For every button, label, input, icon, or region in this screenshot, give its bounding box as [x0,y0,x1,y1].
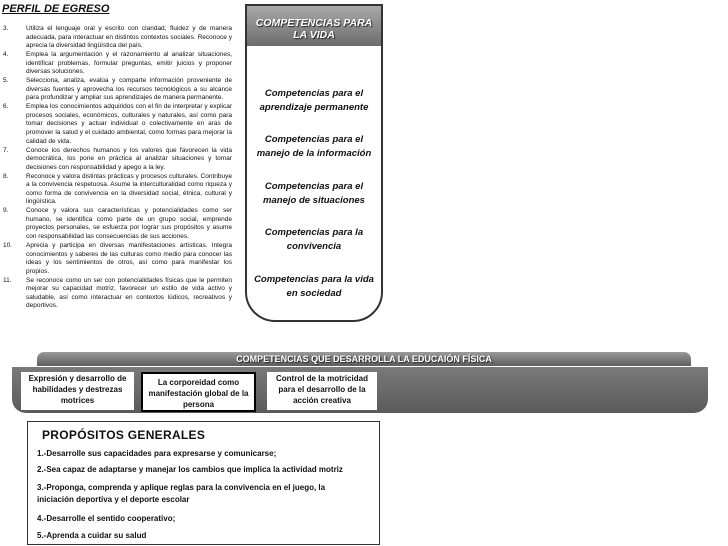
competencia-line: Competencias para el [264,88,364,99]
perfil-item-number: 8. [3,172,9,180]
ef-competencia-line: La corporeidad como [157,378,240,387]
proposito-line: iniciación deportiva y el deporte escolar [37,495,190,504]
ef-competencia-line: acción creativa [293,396,351,405]
perfil-item-text: Utiliza el lenguaje oral y escrito con claridad, fluidez y de manera adecuada, para interactuar en distintos contextos sociales. Reconoce y aprecia la diversidad lingüística del país. [26,25,232,50]
perfil-item [2,51,232,77]
competencia-line: Competencias para el [264,134,364,145]
perfil-item-text: Emplea la argumentación y el razonamiento al analizar situaciones, identificar problemas, formular preguntas, emitir juicios y proponer diversas soluciones. [26,51,232,76]
perfil-item-text: Reconoce y valora distintas prácticas y procesos culturales. Contribuye a la convivencia respetuosa. Asume la interculturalidad como riqueza y como forma de convivencia en la diversidad social, étnica, cultural y lingüística. [26,172,232,206]
perfil-title: PERFIL DE EGRESO [2,3,110,15]
competencia-line: Competencias para la [264,227,364,238]
perfil-item [2,207,232,241]
ef-competencia-line: Expresión y desarrollo de [28,374,127,383]
ef-competencia-motricidad [267,372,377,410]
perfil-item-number: 3. [3,25,9,32]
ef-competencia-line: manifestación global de la [148,389,249,398]
perfil-item-text: Se reconoce como un ser con potencialidades físicas que le permiten mejorar su capacidad motriz, favorecer un estilo de vida activo y saludable, así como interactuar en contextos lúdicos, recreativos y deportivos. [26,276,232,310]
perfil-item-number: 4. [3,51,9,59]
perfil-item [2,103,232,146]
ef-competencia-corporeidad [141,372,256,412]
ef-competencia-line: persona [182,400,215,409]
perfil-item-number: 11. [3,276,12,284]
competencia-line: Competencias para la vida [254,274,374,285]
proposito-line: 5.-Aprenda a cuidar su salud [37,531,147,540]
ef-competencia-line: motrices [60,396,95,405]
competencias-vida-panel [245,4,383,322]
perfil-item [2,25,232,51]
competencia-line: convivencia [286,241,342,252]
perfil-item-number: 9. [3,207,9,215]
competencias-vida-title-line2: LA VIDA [293,29,335,41]
ef-competencia-line: habilidades y destrezas [32,385,123,394]
competencia-sociedad [251,273,377,301]
perfil-item-text: Selecciona, analiza, evalúa y comparte información proveniente de diversas fuentes y aprovecha los recursos tecnológicos a su alcance para profundizar y ampliar sus aprendizajes de manera permanente. [26,77,232,102]
competencia-situaciones [251,180,377,208]
proposito-item [37,513,377,525]
proposito-line: 4.-Desarrolle el sentido cooperativo; [37,514,176,523]
perfil-item-text: Conoce y valora sus características y potencialidades como ser humano, se identifica como parte de un grupo social, emprende proyectos personales, se esfuerza por lograr sus propósitos y asume con responsabilidad las consecuencias de sus acciones. [26,207,232,241]
perfil-item-text: Conoce los derechos humanos y los valores que favorecen la vida democrática, los pone en práctica al analizar situaciones y tomar decisiones con responsabilidad y apego a la ley. [26,146,232,171]
competencia-informacion [251,133,377,161]
perfil-item [2,173,232,207]
perfil-item [2,77,232,103]
ef-competencia-line: Control de la motricidad [275,374,368,383]
proposito-item [37,530,377,542]
competencia-line: aprendizaje permanente [259,102,369,113]
perfil-item-text: Aprecia y participa en diversas manifestaciones artísticas. Integra conocimientos y saberes de las culturas como medio para conocer las ideas y los sentimientos de otros, así como para manifestar los propios. [26,241,232,275]
competencia-line: manejo de situaciones [263,195,365,206]
perfil-item [2,277,232,311]
perfil-item-number: 5. [3,77,9,85]
competencia-line: en sociedad [286,288,342,299]
proposito-item [37,448,377,460]
competencias-vida-title-line1: COMPETENCIAS PARA [255,17,373,29]
proposito-item [37,464,377,476]
perfil-item-number: 7. [3,146,9,154]
perfil-item [2,242,232,276]
perfil-list [2,25,232,311]
competencias-vida-header [247,6,381,46]
perfil-item-number: 6. [3,103,9,111]
propositos-title: PROPÓSITOS GENERALES [42,428,206,442]
proposito-line: 3.-Proponga, comprenda y aplique reglas para la convivencia en el juego, la [37,483,326,492]
ef-competencia-habilidades [21,372,134,410]
competencia-aprendizaje [251,87,377,115]
perfil-item-text: Emplea los conocimientos adquiridos con el fin de interpretar y explicar procesos sociales, económicos, culturales y naturales, así como para tomar decisiones y actuar individual o colectivamente en aras de promover la salud y el cuidado ambiental, como formas para mejorar la calidad de vida. [26,103,232,145]
ef-competencia-line: para el desarrollo de la [278,385,366,394]
proposito-line: 1.-Desarrolle sus capacidades para expresarse y comunicarse; [37,449,277,458]
proposito-item [37,482,377,506]
perfil-item [2,147,232,173]
competencia-convivencia [251,226,377,254]
proposito-line: 2.-Sea capaz de adaptarse y manejar los cambios que implica la actividad motriz [37,465,343,474]
educacion-fisica-banner: COMPETENCIAS QUE DESARROLLA LA EDUCAIÓN FÍSICA [37,352,691,366]
perfil-item-number: 10. [3,241,13,249]
competencia-line: Competencias para el [264,181,364,192]
competencia-line: manejo de la información [256,148,372,159]
